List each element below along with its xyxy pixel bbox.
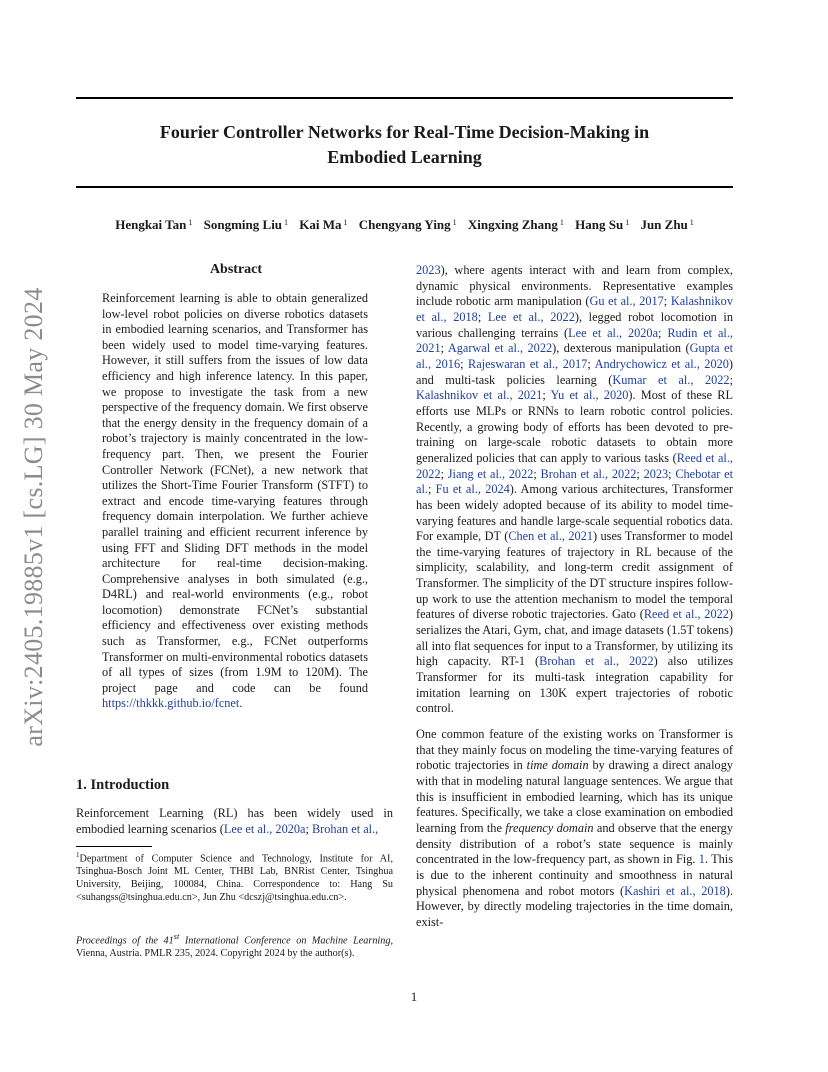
title-line-2: Embodied Learning bbox=[327, 147, 482, 167]
citation-link[interactable]: Brohan et al., 2022 bbox=[540, 466, 637, 481]
citation-link[interactable]: Reed et al., 2022 bbox=[416, 450, 733, 481]
arxiv-stamp bbox=[19, 276, 48, 760]
citation-link[interactable]: Agarwal et al., 2022 bbox=[447, 341, 553, 356]
author: Jun Zhu $^1$ bbox=[640, 217, 694, 232]
citation-link[interactable]: Rudin et al., 2021 bbox=[416, 325, 733, 356]
citation-link[interactable]: Kalashnikov et al., 2018 bbox=[416, 294, 733, 324]
body-text: ; bbox=[427, 482, 436, 497]
proceedings-note: Proceedings of the 41st International Conference on Machine Learning, Vienna, Austria. PMLR 235, 2024. Copyright 2024 by the author(s). bbox=[76, 931, 393, 960]
body-text: ; bbox=[460, 356, 469, 371]
body-text: ), legged robot locomotion in various challenging terrains ( bbox=[416, 309, 733, 340]
body-text: ). Among various architectures, Transformer has been widely adopted because of its ability to model time-varying features and handle large-scale sequential robotics data. For example, DT ( bbox=[416, 482, 733, 544]
abstract-body: Reinforcement learning is able to obtain generalized low-level robot policies on diverse robotics datasets in embodied learning scenarios, and Transformer has been widely used to model time-varying features. However, it still suffers from the issues of low data efficiency and high inference latency. In this paper, we propose to investigate the task from a new perspective of the frequency domain. We first observe that the energy density in the frequency domain of a robot’s trajectory is mainly concentrated in the low-frequency part. Then, we present the Fourier Controller Network (FCNet), a new network that utilizes the Short-Time Fourier Transform (STFT) to extract and encode time-varying features through frequency domain interpolation. We further achieve parallel training and efficient recurrent inference by using FFT and Sliding DFT methods in the model architecture for real-time decision-making. Comprehensive analyses in both simulated (e.g., D4RL) and real-world environments (e.g., robot locomotion) demonstrate FCNet’s substantial efficiency and effectiveness over existing methods such as Transformer, e.g., FCNet outperforms Transformer on multi-environmental robotics datasets of all types of sizes (from 1.9M to 120M). The project page and code can be found https://thkkk.github.io/fcnet. bbox=[102, 291, 368, 711]
body-text: ; bbox=[587, 356, 595, 371]
citation-link[interactable]: Brohan et al., 2022 bbox=[539, 654, 654, 669]
body-text: ). Most of these RL efforts use MLPs or RNNs to learn robotic control policies. Recently, a growing body of efforts has been devoted to pre-training on large-scale robotic datasets to obtain more generalized policies that can apply to various tasks ( bbox=[416, 388, 733, 465]
intro-paragraph-continued bbox=[416, 263, 733, 717]
citation-link[interactable]: Lee et al., 2022 bbox=[487, 309, 575, 324]
citation-link[interactable]: Kalashnikov et al., 2021 bbox=[416, 388, 543, 403]
body-text: ), dexterous manipulation ( bbox=[552, 341, 690, 356]
body-text: ), where agents interact with and learn from complex, dynamic physical environments. Representative examples include robotic arm manipulation ( bbox=[416, 263, 733, 309]
body-text: ; bbox=[477, 309, 488, 324]
citation-link[interactable]: Lee et al., 2020a bbox=[568, 325, 659, 340]
citation-link[interactable]: Chen et al., 2021 bbox=[508, 529, 593, 544]
citation-link[interactable]: Kumar et al., 2022 bbox=[612, 372, 730, 387]
section-heading-introduction: 1. Introduction bbox=[76, 777, 170, 793]
right-column bbox=[416, 263, 733, 931]
body-text: ). However, by directly modeling trajectories in the time domain, exist- bbox=[416, 883, 734, 929]
body-text: ) serializes the Atari, Gym, chat, and image datasets (1.5T tokens) all into flat sequences for input to a Transformer, by utilizing its high capacity. RT-1 ( bbox=[416, 607, 734, 669]
author: Kai Ma $^1$ bbox=[299, 217, 348, 232]
body-text: ; bbox=[658, 325, 668, 340]
body-text: ; bbox=[636, 466, 644, 481]
author: Xingxing Zhang $^1$ bbox=[467, 217, 564, 232]
project-link[interactable]: https://thkkk.github.io/fcnet bbox=[102, 696, 240, 711]
author: Hang Su $^1$ bbox=[575, 217, 630, 232]
title-bottom-rule bbox=[76, 186, 733, 188]
citation-link[interactable]: Gupta et al., 2016 bbox=[416, 341, 733, 371]
page-number: 1 bbox=[410, 990, 418, 1004]
body-text: ) also utilizes Transformer for its multi-task integration capability for imitation learning on 130K expert trajectories of robotic control. bbox=[416, 654, 733, 716]
author: Songming Liu $^1$ bbox=[203, 217, 289, 232]
body-text: by drawing a direct analogy with that in modeling natural language sentences. We argue that this is insufficient in embodied learning, which has its unique features. Specifically, we take a close examination on embodied learning from the bbox=[416, 758, 734, 835]
citation-link[interactable]: Andrychowicz et al., 2020 bbox=[594, 356, 729, 371]
abstract-text: Reinforcement learning is able to obtain generalized low-level robot policies on diverse robotics datasets in embodied learning scenarios, and Transformer has been widely used to model time-varying features. However, it still suffers from the issues of low data efficiency and high inference latency. In this paper, we propose to investigate the task from a new perspective of the frequency domain. We first observe that the energy density in the frequency domain of a robot’s trajectory is mainly concentrated in the low-frequency part. Then, we present the Fourier Controller Network (FCNet), a new network that utilizes the Short-Time Fourier Transform (STFT) to extract and encode time-varying features through frequency domain interpolation. We further achieve parallel training and efficient recurrent inference by using FFT and Sliding DFT methods in the model architecture for real-time decision-making. Comprehensive analyses in both simulated (e.g., D4RL) and real-world environments (e.g., robot locomotion) demonstrate FCNet’s substantial efficiency and effectiveness over existing methods such as Transformer, e.g., FCNet outperforms Transformer on multi-environmental robotics datasets of all types of sizes (from 1.9M to 120M). The project page and code can be found bbox=[102, 291, 368, 695]
title-top-rule bbox=[76, 97, 733, 99]
author: Hengkai Tan $^1$ bbox=[115, 217, 193, 232]
footnote-rule bbox=[76, 846, 152, 847]
citation-link[interactable]: Yu et al., 2020 bbox=[550, 388, 629, 403]
body-text: ) uses Transformer to model the time-varying features of trajectory in RL because of the simplicity, scalability, and long-term credit assignment of Transformer. The simplicity of the DT structure inspires follow-up work to use the attention mechanism to model the temporal features of diverse robotic trajectories. Gato ( bbox=[416, 529, 734, 622]
body-text: frequency domain bbox=[505, 820, 594, 835]
citation-link[interactable]: Chebotar et al. bbox=[416, 466, 734, 497]
citation-link[interactable]: Jiang et al., 2022 bbox=[447, 466, 534, 481]
arxiv-stamp-text: arXiv:2405.19885v1 [cs.LG] 30 May 2024 bbox=[19, 287, 48, 747]
body-text: time domain bbox=[526, 758, 589, 773]
intro-paragraph-2 bbox=[416, 727, 733, 931]
body-text: ; bbox=[542, 388, 551, 403]
body-text: ; bbox=[729, 372, 733, 387]
body-text: ; bbox=[440, 466, 448, 481]
citation-link[interactable]: Lee et al., 2020a bbox=[223, 821, 306, 836]
paper-title bbox=[76, 120, 733, 170]
body-text: . This is due to the inherent continuity and smoothness in natural physical phenomena and robot motors ( bbox=[416, 852, 733, 898]
title-line-1: Fourier Controller Networks for Real-Time Decision-Making in bbox=[159, 122, 650, 142]
body-text: ; bbox=[440, 341, 448, 356]
author-list bbox=[76, 215, 733, 233]
citation-link[interactable]: Rajeswaran et al., 2017 bbox=[468, 356, 588, 371]
author: Chengyang Ying $^1$ bbox=[358, 217, 457, 232]
citation-link[interactable]: 2023 bbox=[416, 263, 441, 277]
citation-link[interactable]: Reed et al., 2022 bbox=[643, 607, 729, 622]
body-text: and observe that the energy density distribution of a robot’s state sequence is mainly concentrated in the low-frequency part, as shown in Fig. bbox=[416, 820, 733, 867]
intro-paragraph: Reinforcement Learning (RL) has been widely used in embodied learning scenarios (Lee et al., 2020a; Brohan et al., bbox=[76, 806, 393, 836]
citation-link[interactable]: 1 bbox=[698, 852, 705, 867]
body-text: One common feature of the existing works on Transformer is that they mainly focus on modeling the time-varying features of robotic trajectories in bbox=[416, 727, 733, 773]
affiliation-footnote: $^1$Department of Computer Science and Technology, Institute for AI, Tsinghua-Bosch Joint ML Center, THBI Lab, BNRist Center, Tsinghua University, Beijing, 100084, China. Correspondence to: Hang Su <suhangss@tsinghua.edu.cn>, Jun Zhu <dcszj@tsinghua.edu.cn>. bbox=[76, 851, 393, 904]
citation-link[interactable]: Fu et al., 2024 bbox=[435, 482, 510, 497]
abstract-heading: Abstract bbox=[209, 262, 263, 277]
citation-link[interactable]: Brohan et al., bbox=[311, 821, 379, 836]
citation-link[interactable]: 2023 bbox=[643, 466, 669, 481]
body-text: ) and multi-task policies learning ( bbox=[416, 356, 734, 387]
citation-link[interactable]: Gu et al., 2017 bbox=[589, 294, 664, 309]
body-text: ; bbox=[668, 466, 676, 481]
body-text: ; bbox=[663, 294, 671, 309]
body-text: ; bbox=[533, 466, 541, 481]
citation-link[interactable]: Kashiri et al., 2018 bbox=[624, 883, 726, 898]
